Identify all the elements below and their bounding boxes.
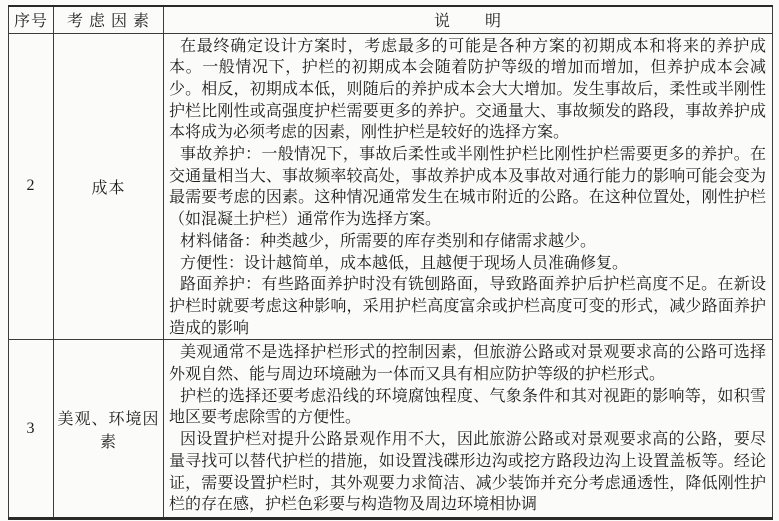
description-paragraph: 路面养护：有些路面养护时没有铣刨路面，导致路面养护后护栏高度不足。在新设护栏时就要考虑这种影响，采用护栏高度富余或护栏高度可变的形式，减少路面养护造成的影响 <box>169 276 766 337</box>
description-paragraph: 事故养护：一般情况下，事故后柔性或半刚性护栏比刚性护栏需要更多的养护。在交通量相当大、事故频率较高处，事故养护成本及事故对通行能力的影响可能会变为最需要考虑的因素。这种情况通常发生在城市附近的公路。在这种位置处，刚性护栏（如混凝土护栏）通常作为选择方案。 <box>169 146 766 229</box>
description-paragraph: 因设置护栏对提升公路景观作用不大，因此旅游公路或对景观要求高的公路，要尽量寻找可以替代护栏的措施，如设置浅碟形边沟或挖方路段边沟上设置盖板等。经论证，需要设置护栏时，其外观要力求简洁、减少装饰并充分考虑通透性，降低刚性护栏的存在感，护栏色彩要与构造物及周边环境相协调 <box>169 431 766 514</box>
description-paragraph: 护栏的选择还要考虑沿线的环境腐蚀程度、气象条件和其对视距的影响等，如积雪地区要考虑除雪的方便性。 <box>169 387 766 427</box>
factor-cell: 美观、环境因素 <box>54 340 164 519</box>
description-paragraph: 在最终确定设计方案时，考虑最多的可能是各种方案的初期成本和将来的养护成本。一般情况下，护栏的初期成本会随着防护等级的增加而增加，但养护成本会减少。相反，初期成本低，则随后的养护成本会大大增加。发生事故后，柔性或半刚性护栏比刚性或高强度护栏需要更多的养护。交通量大、事故频发的路段，事故养护成本将成为必须考虑的因素，刚性护栏是较好的选择方案。 <box>169 37 766 142</box>
description-paragraph: 方便性：设计越简单，成本越低，且越便于现场人员准确修复。 <box>180 254 629 272</box>
serial-number-cell: 3 <box>9 340 54 519</box>
table-header-row <box>9 6 773 33</box>
description-cell <box>164 33 773 340</box>
factors-table <box>8 5 773 520</box>
header-consideration-factor: 考 虑 因 素 <box>54 6 164 33</box>
table-row-cost <box>9 33 773 340</box>
description-cell <box>164 340 773 519</box>
factor-cell: 成本 <box>54 33 164 340</box>
header-serial-number: 序号 <box>9 6 54 33</box>
serial-number-cell: 2 <box>9 33 54 340</box>
header-description: 说 明 <box>164 6 773 33</box>
description-paragraph: 美观通常不是选择护栏形式的控制因素，但旅游公路或对景观要求高的公路可选择外观自然、能与周边环境融为一体而又具有相应防护等级的护栏形式。 <box>169 344 766 384</box>
table-row-aesthetics-environment <box>9 340 773 519</box>
description-paragraph: 材料储备：种类越少，所需要的库存类别和存储需求越少。 <box>180 232 597 250</box>
